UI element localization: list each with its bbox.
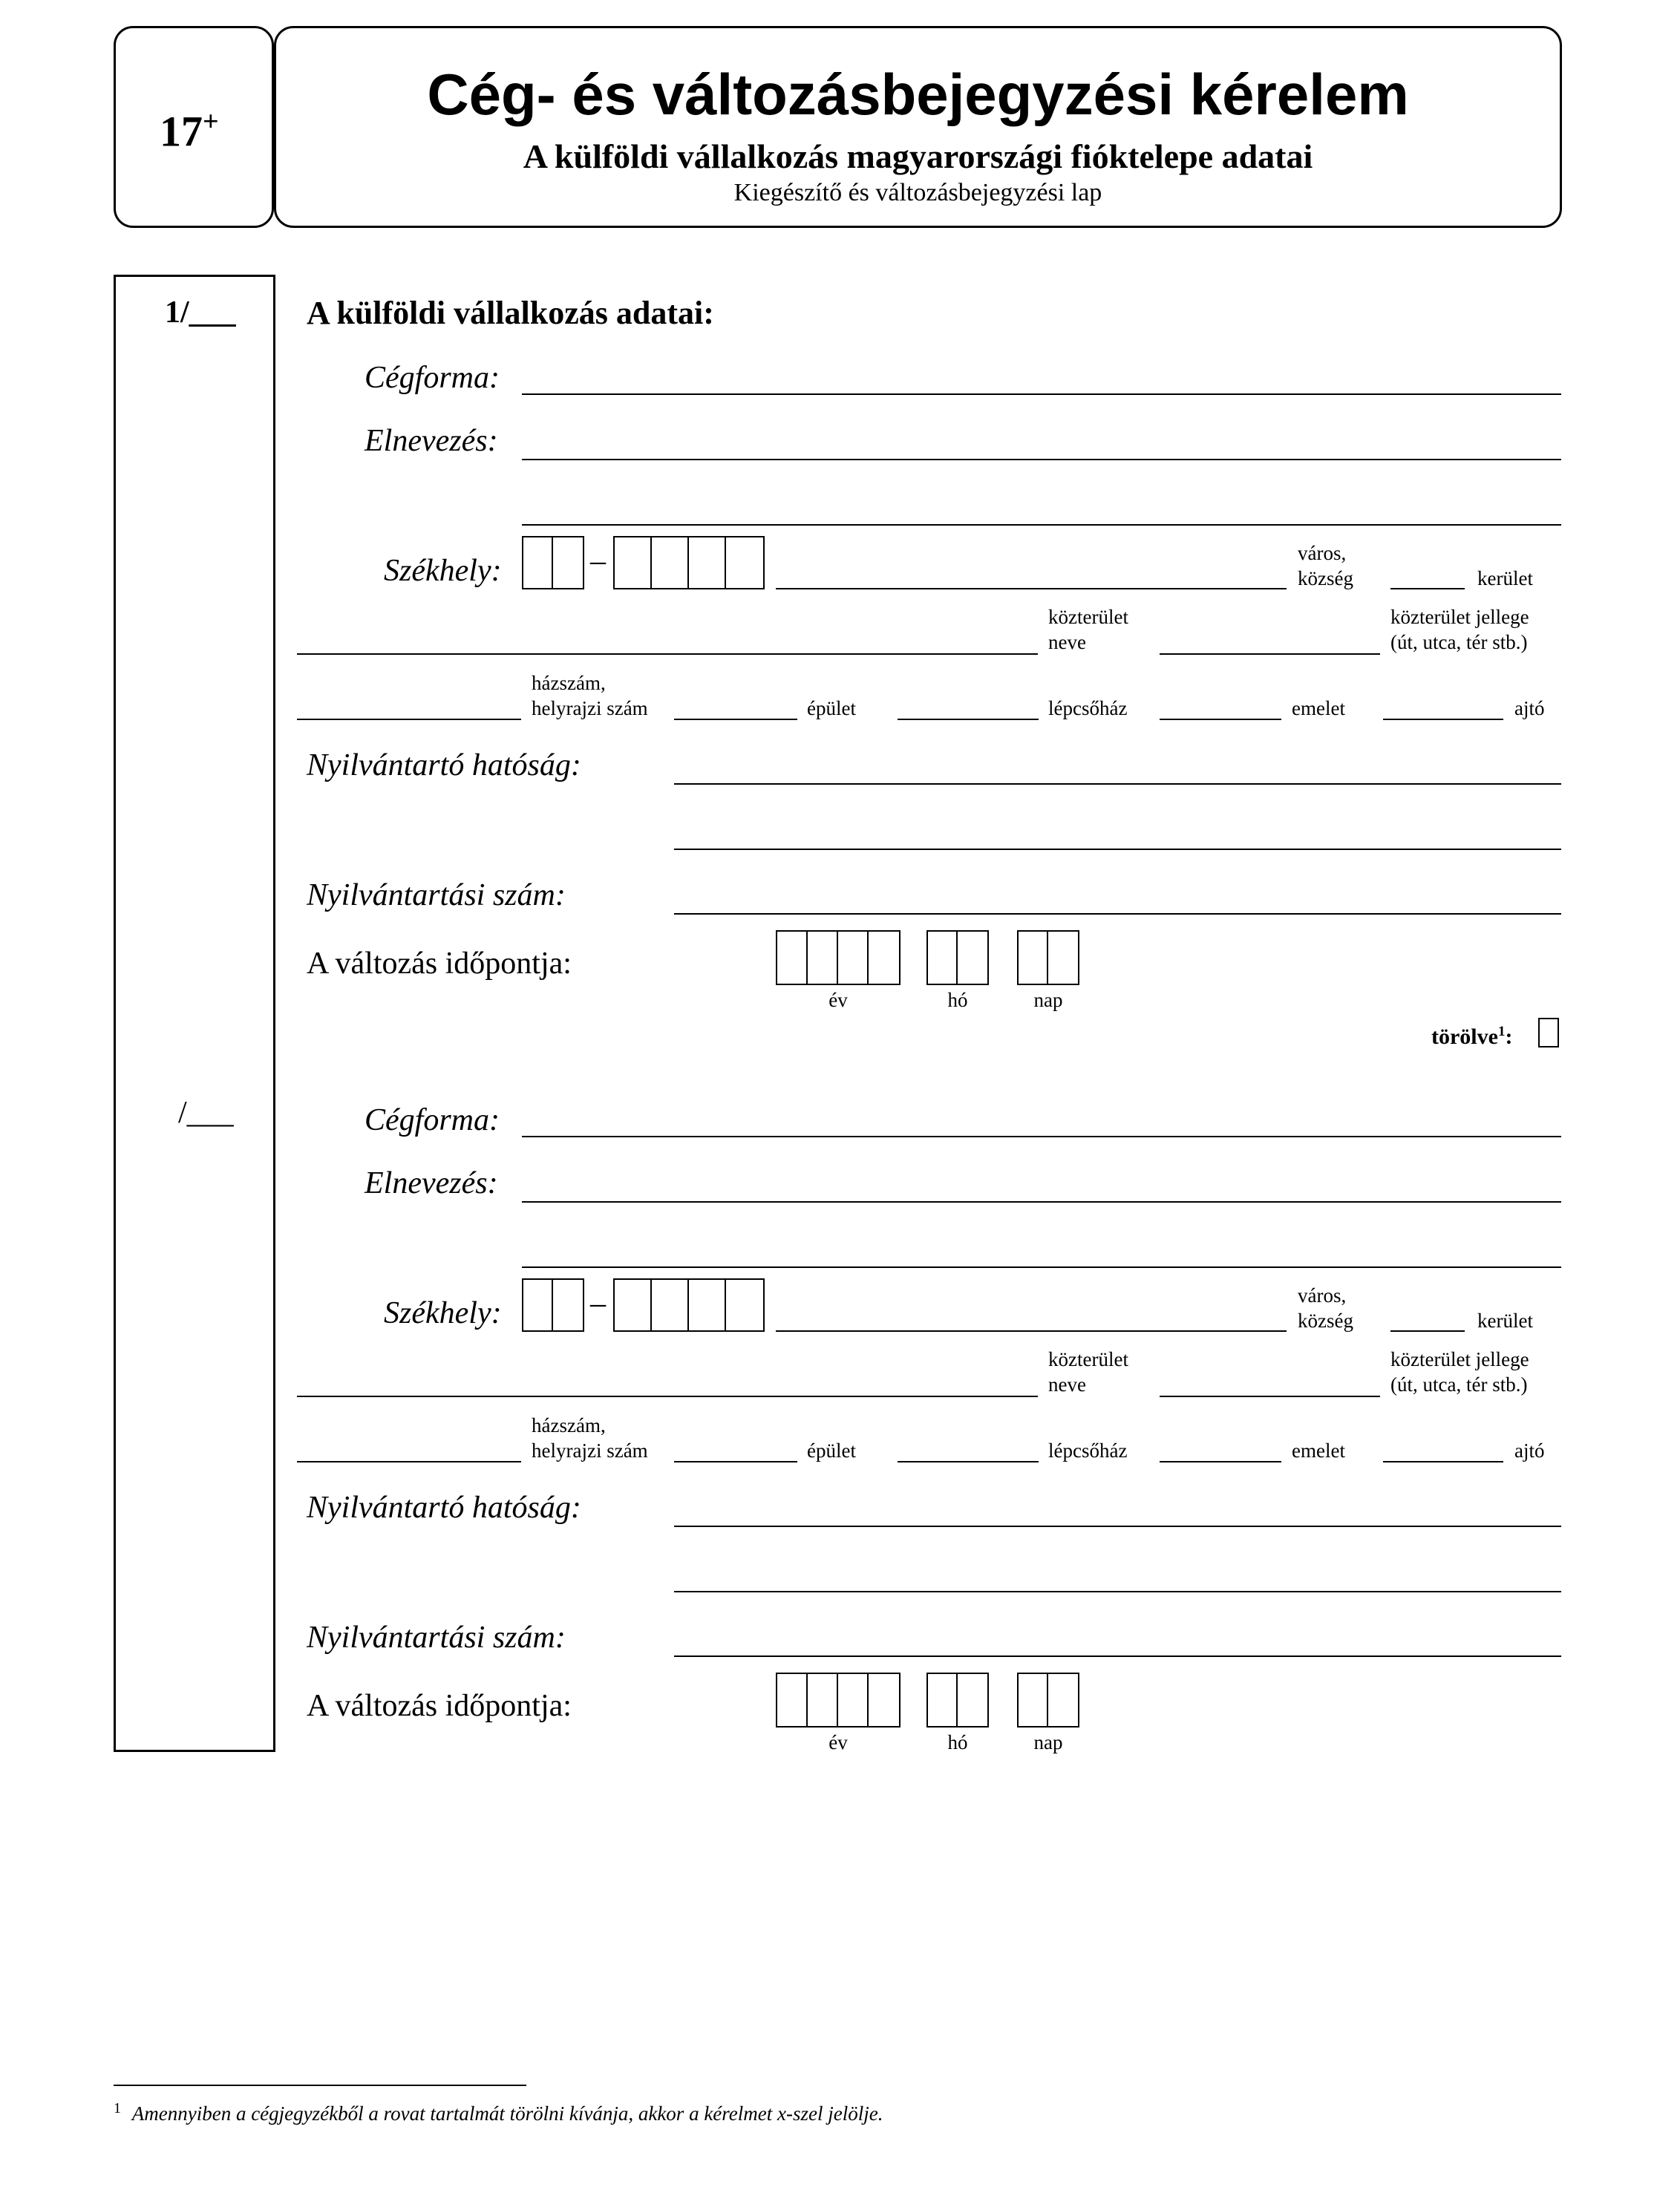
footnote-separator — [114, 2085, 526, 2086]
idopont-label-2: A változás időpontja: — [307, 1689, 572, 1723]
elnevezes-field-b2-2[interactable] — [522, 1266, 1561, 1268]
elnevezes-label: Elnevezés: — [365, 424, 498, 458]
kozterulet-label-2-line1: közterület — [1048, 1348, 1128, 1370]
cegforma-label: Cégforma: — [365, 361, 500, 395]
hatosag-field-b2-2[interactable] — [674, 1591, 1561, 1592]
elnevezes-label-2: Elnevezés: — [365, 1166, 498, 1200]
ajto-field-2[interactable] — [1383, 1461, 1503, 1462]
elnevezes-field[interactable] — [522, 459, 1561, 460]
postcode-dash-2: – — [590, 1287, 606, 1321]
lepcsohaz-field-2[interactable] — [898, 1461, 1039, 1462]
jellege-label-line2: (út, utca, tér stb.) — [1390, 631, 1528, 653]
jellege-label-2 — [1390, 1347, 1529, 1397]
hazszam-label-line2: helyrajzi szám — [532, 697, 648, 719]
varos-label-line1: város, — [1298, 542, 1347, 564]
jellege-label-2-line1: közterület jellege — [1390, 1348, 1529, 1370]
ev-label-2: év — [828, 1731, 848, 1753]
cegforma-label-2: Cégforma: — [365, 1103, 500, 1137]
hazszam-label — [532, 670, 648, 721]
nap-cells-2[interactable] — [1017, 1673, 1079, 1728]
hatosag-label: Nyilvántartó hatóság: — [307, 748, 581, 782]
varos-label-2 — [1298, 1283, 1353, 1333]
ev-label: év — [828, 989, 848, 1011]
hazszam-label-2-line2: helyrajzi szám — [532, 1439, 648, 1462]
nyilv-szam-label-2: Nyilvántartási szám: — [307, 1621, 566, 1655]
ho-cells-2[interactable] — [926, 1673, 989, 1728]
kozterulet-label-2-line2: neve — [1048, 1373, 1086, 1396]
section-heading: A külföldi vállalkozás adatai: — [307, 295, 714, 331]
nap-label: nap — [1033, 989, 1063, 1011]
postcode-cells-2[interactable] — [613, 1278, 765, 1332]
emelet-label-2: emelet — [1292, 1439, 1345, 1462]
torolve-colon: : — [1505, 1024, 1513, 1049]
page-subsubtitle: Kiegészítő és változásbejegyzési lap — [733, 179, 1102, 206]
kozterulet-field[interactable] — [297, 653, 1038, 655]
hatosag-field-2[interactable] — [674, 849, 1561, 850]
footnote-text: Amennyiben a cégjegyzékből a rovat tartalmát törölni kívánja, akkor a kérelmet x-szel jelölje. — [131, 2102, 883, 2125]
ho-label-2: hó — [947, 1731, 968, 1753]
varos-label — [1298, 540, 1353, 591]
epulet-field[interactable] — [674, 719, 797, 720]
form-number-sup: + — [203, 106, 219, 137]
jellege-field[interactable] — [1160, 653, 1380, 655]
nyilv-szam-label: Nyilvántartási szám: — [307, 878, 566, 912]
emelet-field-2[interactable] — [1160, 1461, 1281, 1462]
emelet-label: emelet — [1292, 697, 1345, 719]
varos-label-2-line2: község — [1298, 1310, 1353, 1332]
kerulet-field[interactable] — [1390, 588, 1465, 589]
idopont-label: A változás időpontja: — [307, 947, 572, 981]
postcode-prefix-cells-2[interactable] — [522, 1278, 584, 1332]
form-number-value: 17 — [160, 107, 203, 156]
hazszam-label-line1: házszám, — [532, 672, 606, 694]
hazszam-field-2[interactable] — [297, 1461, 521, 1462]
page-subtitle: A külföldi vállalkozás magyarországi fióktelepe adatai — [523, 137, 1313, 175]
kerulet-label: kerület — [1477, 567, 1533, 589]
kozterulet-field-2[interactable] — [297, 1396, 1038, 1397]
ho-label: hó — [947, 989, 968, 1011]
nap-label-2: nap — [1033, 1731, 1063, 1753]
szekhely-label-2: Székhely: — [384, 1296, 502, 1330]
postcode-dash: – — [590, 544, 606, 578]
footnote — [114, 2101, 883, 2124]
elnevezes-field-b2[interactable] — [522, 1201, 1561, 1203]
cegforma-field-2[interactable] — [522, 1136, 1561, 1137]
torolve-label — [1431, 1024, 1512, 1048]
footnote-number: 1 — [114, 2100, 121, 2117]
varos-label-2-line1: város, — [1298, 1284, 1347, 1307]
elnevezes-field-2[interactable] — [522, 524, 1561, 526]
lepcsohaz-field[interactable] — [898, 719, 1039, 720]
kozterulet-label — [1048, 604, 1128, 655]
torolve-text: törölve — [1431, 1024, 1498, 1049]
kozterulet-label-line1: közterület — [1048, 606, 1128, 628]
szekhely-label: Székhely: — [384, 554, 502, 588]
cegforma-field[interactable] — [522, 393, 1561, 395]
kerulet-label-2: kerület — [1477, 1310, 1533, 1332]
ev-cells[interactable] — [776, 930, 901, 985]
nap-cells[interactable] — [1017, 930, 1079, 985]
page-title: Cég- és változásbejegyzési kérelem — [427, 62, 1409, 127]
kozterulet-label-line2: neve — [1048, 631, 1086, 653]
row-number-1: 1/___ — [165, 295, 236, 330]
lepcsohaz-label-2: lépcsőház — [1048, 1439, 1128, 1462]
varos-label-line2: község — [1298, 567, 1353, 589]
epulet-label-2: épület — [807, 1439, 856, 1462]
ajto-label: ajtó — [1514, 697, 1545, 719]
hazszam-field[interactable] — [297, 719, 521, 720]
lepcsohaz-label: lépcsőház — [1048, 697, 1128, 719]
jellege-field-2[interactable] — [1160, 1396, 1380, 1397]
torolve-checkbox[interactable] — [1538, 1018, 1559, 1047]
emelet-field[interactable] — [1160, 719, 1281, 720]
ev-cells-2[interactable] — [776, 1673, 901, 1728]
postcode-prefix-cells[interactable] — [522, 536, 584, 589]
ho-cells[interactable] — [926, 930, 989, 985]
row-number-column — [114, 275, 275, 1752]
ajto-label-2: ajtó — [1514, 1439, 1545, 1462]
varos-field[interactable] — [776, 588, 1287, 589]
varos-field-2[interactable] — [776, 1330, 1287, 1332]
epulet-label: épület — [807, 697, 856, 719]
nyilv-szam-field-2[interactable] — [674, 1655, 1561, 1657]
ajto-field[interactable] — [1383, 719, 1503, 720]
jellege-label-line1: közterület jellege — [1390, 606, 1529, 628]
hatosag-field[interactable] — [674, 783, 1561, 785]
row-number-2: /___ — [178, 1096, 234, 1130]
torolve-sup: 1 — [1497, 1024, 1506, 1039]
epulet-field-2[interactable] — [674, 1461, 797, 1462]
postcode-cells[interactable] — [613, 536, 765, 589]
hazszam-label-2 — [532, 1413, 648, 1463]
jellege-label — [1390, 604, 1529, 655]
hatosag-label-2: Nyilvántartó hatóság: — [307, 1491, 581, 1525]
hatosag-field-b2[interactable] — [674, 1526, 1561, 1527]
jellege-label-2-line2: (út, utca, tér stb.) — [1390, 1373, 1528, 1396]
form-number — [160, 106, 219, 156]
hazszam-label-2-line1: házszám, — [532, 1414, 606, 1436]
nyilv-szam-field[interactable] — [674, 913, 1561, 915]
kerulet-field-2[interactable] — [1390, 1330, 1465, 1332]
kozterulet-label-2 — [1048, 1347, 1128, 1397]
